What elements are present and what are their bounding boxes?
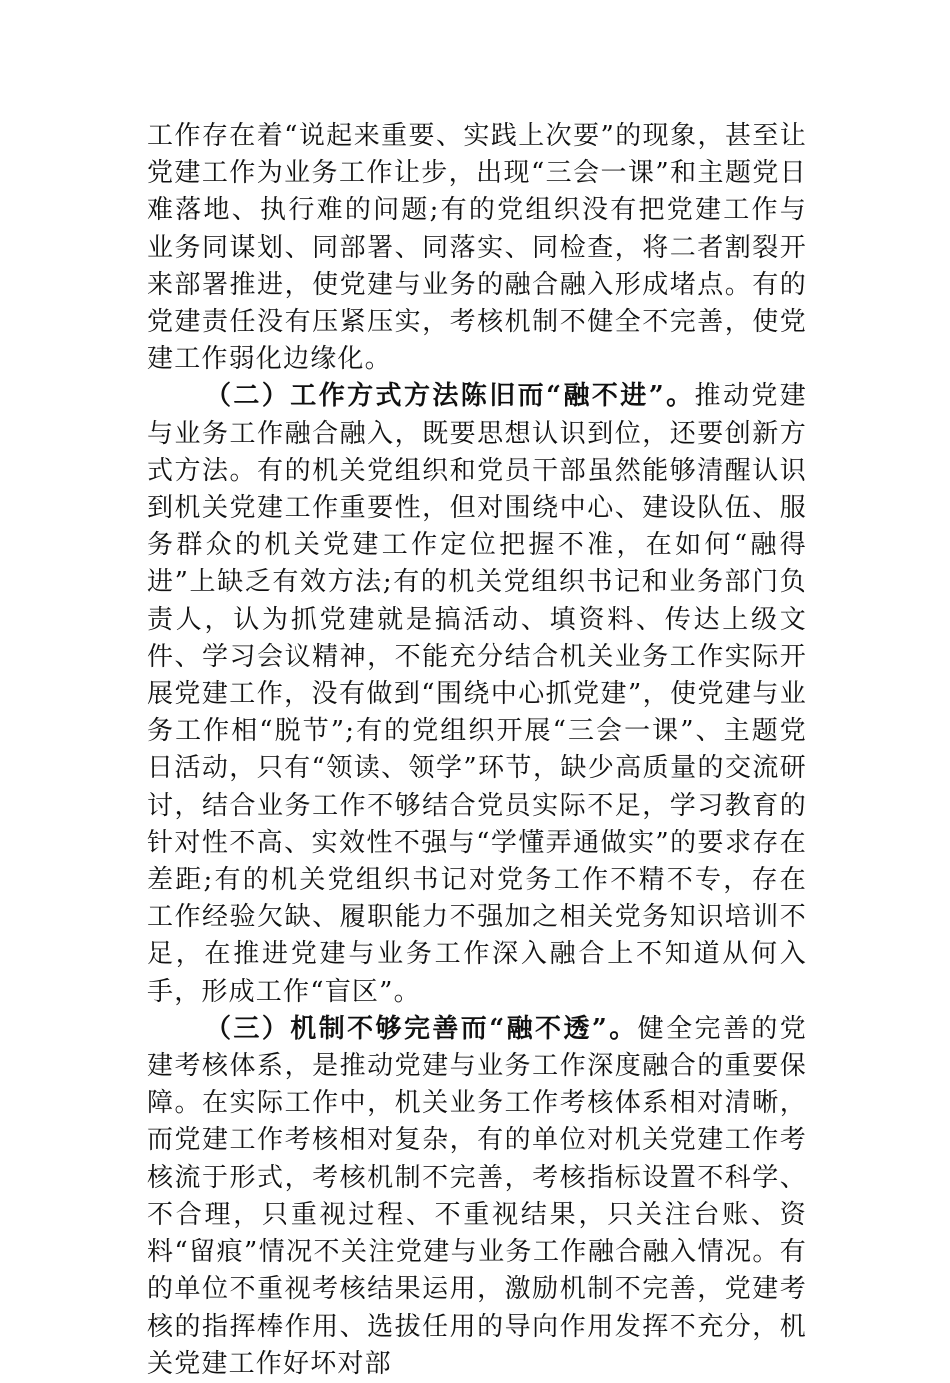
- paragraph-text: 健全完善的党建考核体系，是推动党建与业务工作深度融合的重要保障。在实际工作中，机关业务工作考核体系相对清晰，而党建工作考核相对复杂，有的单位对机关党建工作考核流于形式，考核机制不完善，考核指标设置不科学、不合理，只重视过程、不重视结果，只关注台账、资料“留痕”情况不关注党建与业务工作融合融入情况。有的单位不重视考核结果运用，激励机制不完善，党建考核的指挥棒作用、选拔任用的导向作用发挥不充分，机关党建工作好坏对部: [147, 1013, 807, 1379]
- section-two-heading: （二）工作方式方法陈旧而“融不进”。: [205, 381, 695, 412]
- paragraph-continuation: [147, 118, 807, 378]
- section-three-heading: （三）机制不够完善而“融不透”。: [205, 1013, 638, 1044]
- paragraph-section-two: [147, 378, 807, 1010]
- paragraph-section-three: [147, 1011, 807, 1383]
- paragraph-text: 推动党建与业务工作融合融入，既要思想认识到位，还要创新方式方法。有的机关党组织和党员干部虽然能够清醒认识到机关党建工作重要性，但对围绕中心、建设队伍、服务群众的机关党建工作定位把握不准，在如何“融得进”上缺乏有效方法;有的机关党组织书记和业务部门负责人，认为抓党建就是搞活动、填资料、传达上级文件、学习会议精神，不能充分结合机关业务工作实际开展党建工作，没有做到“围绕中心抓党建”，使党建与业务工作相“脱节”;有的党组织开展“三会一课”、主题党日活动，只有“领读、领学”环节，缺少高质量的交流研讨，结合业务工作不够结合党员实际不足，学习教育的针对性不高、实效性不强与“学懂弄通做实”的要求存在差距;有的机关党组织书记对党务工作不精不专，存在工作经验欠缺、履职能力不强加之相关党务知识培训不足，在推进党建与业务工作深入融合上不知道从何入手，形成工作“盲区”。: [147, 381, 807, 1007]
- paragraph-text: 工作存在着“说起来重要、实践上次要”的现象，甚至让党建工作为业务工作让步，出现“三会一课”和主题党日难落地、执行难的问题;有的党组织没有把党建工作与业务同谋划、同部署、同落实、同检查，将二者割裂开来部署推进，使党建与业务的融合融入形成堵点。有的党建责任没有压紧压实，考核机制不健全不完善，使党建工作弱化边缘化。: [147, 121, 807, 375]
- document-body: [147, 118, 807, 1383]
